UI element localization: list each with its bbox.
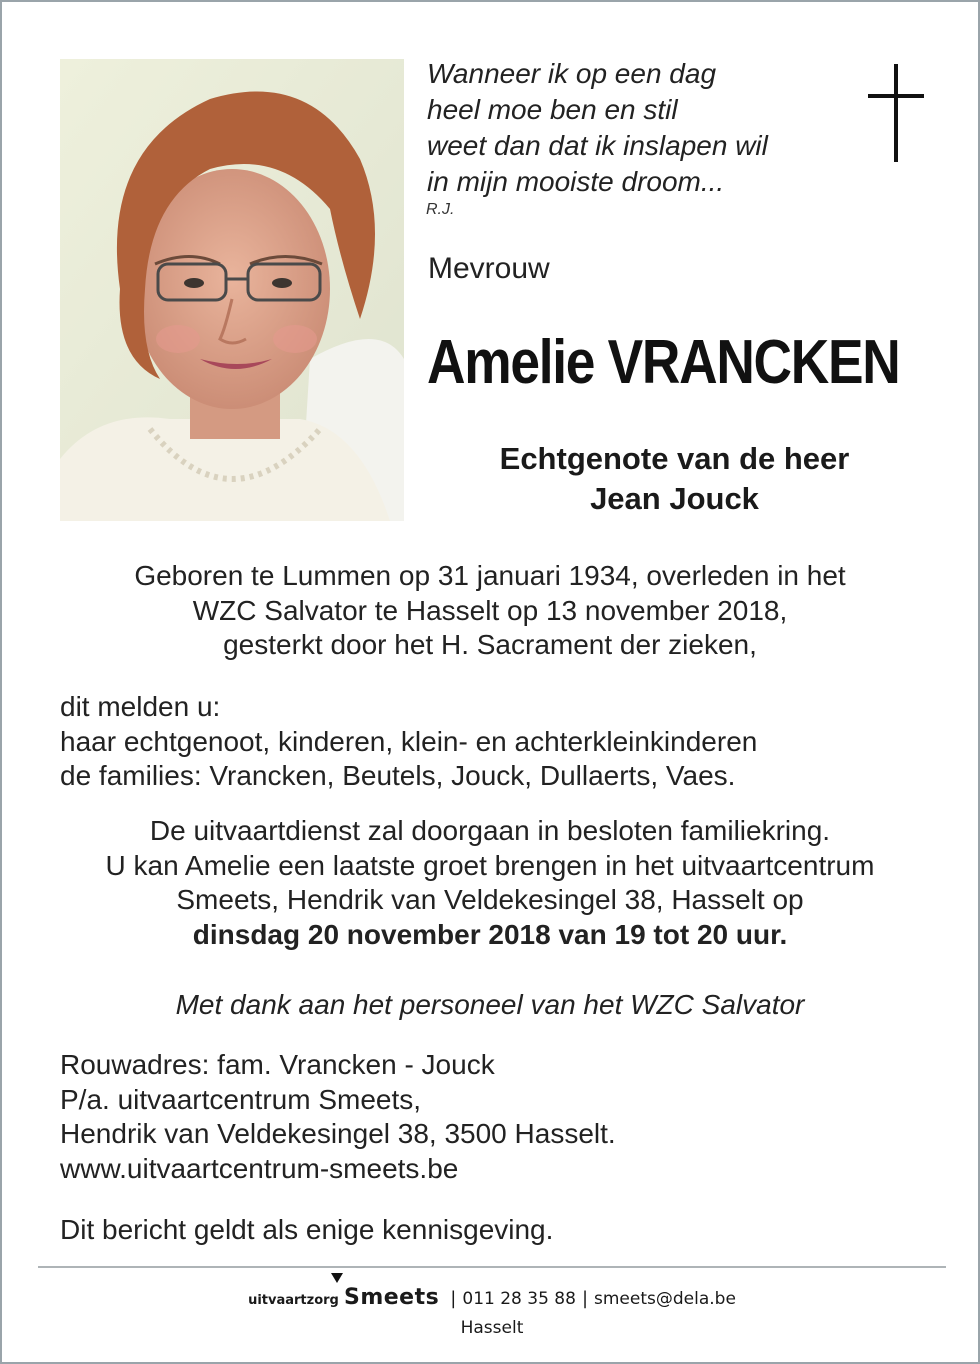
thanks-line: Met dank aan het personeel van het WZC Salvator [175,989,805,1020]
announce-line: haar echtgenoot, kinderen, klein- en achterkleinkinderen [60,725,758,757]
spouse-name: Jean Jouck [590,481,759,516]
poem-author: R.J. [426,201,455,218]
footer-separator: | [450,1288,457,1309]
footer-divider [38,1266,946,1268]
salutation: Mevrouw [428,252,550,285]
birth-line: WZC Salvator te Hasselt op 13 november 2018, [192,594,788,626]
spouse-line: Echtgenote van de heer [499,441,850,476]
announce-line: de families: Vrancken, Beutels, Jouck, Dullaerts, Vaes. [60,760,736,791]
notice [60,1213,940,1248]
footer-phone[interactable]: 011 28 35 88 [462,1289,576,1309]
mourning-address [60,1048,940,1186]
footer-contact-line [248,1285,736,1310]
portrait-photo [60,59,404,521]
footer-city: Hasselt [460,1318,524,1338]
birth-line: gesterkt door het H. Sacrament der zieken, [223,629,757,660]
poem [427,56,847,200]
footer-prefix: uitvaartzorg [248,1293,339,1308]
announcement [60,690,940,794]
notice-line: Dit bericht geldt als enige kennisgeving. [60,1214,554,1245]
poem-line: heel moe ben en stil [427,94,678,125]
poem-line: in mijn mooiste droom... [427,166,725,197]
address-line: Hendrik van Veldekesingel 38, 3500 Hasselt. [60,1118,616,1149]
thanks-text [42,988,938,1023]
poem-line: weet dan dat ik inslapen wil [427,130,768,161]
footer-separator: | [581,1288,589,1309]
address-line: Rouwadres: fam. Vrancken - Jouck [60,1049,495,1080]
portrait-illustration [60,59,404,521]
birth-death-info [42,559,938,663]
poem-line: Wanneer ik op een dag [427,58,717,89]
website-link[interactable]: www.uitvaartcentrum-smeets.be [60,1152,459,1184]
footer [2,1285,980,1338]
service-line: U kan Amelie een laatste groet brengen in het uitvaartcentrum [105,849,875,881]
service-info [42,814,938,952]
service-line: Smeets, Hendrik van Veldekesingel 38, Hasselt op [176,884,804,915]
birth-line: Geboren te Lummen op 31 januari 1934, overleden in het [134,560,846,591]
address-line: P/a. uitvaartcentrum Smeets, [60,1083,422,1115]
spouse-info [422,439,927,519]
service-line: De uitvaartdienst zal doorgaan in besloten familiekring. [149,815,831,846]
triangle-down-icon [331,1273,343,1283]
announce-line: dit melden u: [60,691,221,722]
footer-email[interactable]: smeets@dela.be [594,1289,736,1309]
deceased-name: Amelie VRANCKEN [427,328,900,397]
cross-icon [866,64,926,162]
footer-brand: Smeets [343,1285,440,1310]
service-date: dinsdag 20 november 2018 van 19 tot 20 uur. [192,918,788,950]
